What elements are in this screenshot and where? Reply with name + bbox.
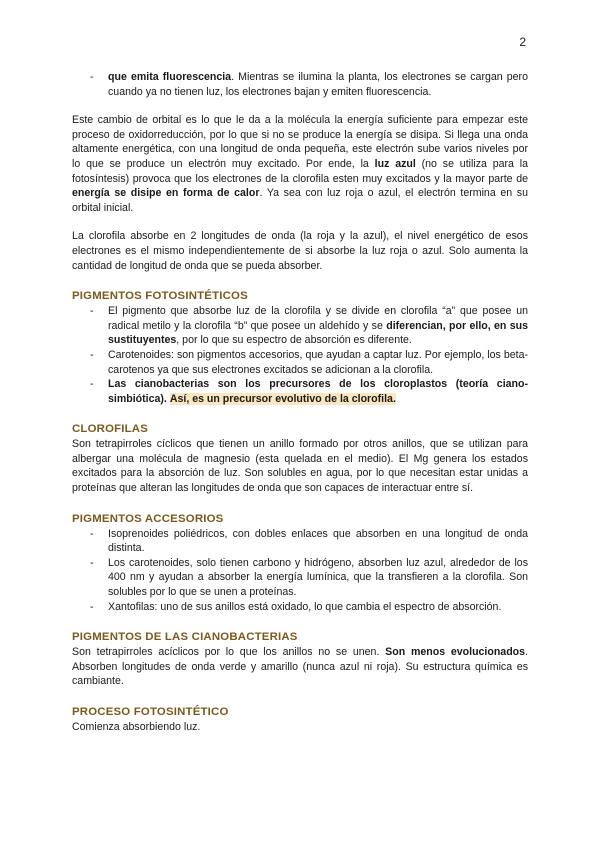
list-item: - Isoprenoides poliédricos, con dobles enlaces que absorben en una longitud de onda distinta. [72,527,528,556]
text-run: . Ya sea con luz roja o azul, el electrón termina en su orbital inicial. [72,187,528,214]
paragraph-clorofilas: Son tetrapirroles cíclicos que tienen un anillo formado por otros anillos, que se utilizan para albergar una molécula de magnesio (esta quelada en el medio). El Mg genera los estados excitados para la absorción de luz. Son solubles en agua, por lo que necesitan estar unidas a proteínas que alteran las longitudes de onda que son capaces de interactuar entre sí. [72,438,528,495]
text-run: Este cambio de orbital es lo que le da a la molécula la energía suficiente para empezar este proceso de oxidorreducción, por lo que si no se produce la energía se disipa. Si llega una onda altamente energética, con una longitud de onda pequeña, este electrón sube varios niveles por lo que se produce un electrón muy excitado. Por ende, la [72,114,528,170]
text-run: , por lo que su espectro de absorción es diferente. [176,334,412,347]
section-heading: PIGMENTOS DE LAS CIANOBACTERIAS [72,631,298,644]
bold-text: Las cianobacterias son los precursores de los cloroplastos (teoría ciano-simbiótica). [108,378,528,405]
accesorios-list [72,527,528,615]
paragraph-cianobacterias [72,645,528,689]
list-item: - Xantofilas: uno de sus anillos está oxidado, lo que cambia el espectro de absorción. [72,600,528,615]
list-item [72,70,528,99]
paragraph-absorption: La clorofila absorbe en 2 longitudes de onda (la roja y la azul), el nivel energético de esos electrones es el mismo independientemente de si absorbe la luz roja o azul. Solo aumenta la cantidad de longitud de onda que se pueda absorber. [72,230,528,272]
highlighted-text: Así, es un precursor evolutivo de la clorofila. [169,392,396,405]
bold-text: Son menos evolucionados [385,646,526,659]
section-heading: CLOROFILAS [72,423,149,436]
text-run: (no se utiliza para la fotosíntesis) provoca que los electrones de la clorofila esten muy excitados y la mayor parte de [72,157,528,185]
text-run: El pigmento que absorbe luz de la clorofila y se divide en clorofila “a” que posee un radical metilo y la clorofila “b” que posee un aldehído y se [108,305,528,332]
bold-text: energía se disipe en forma de calor [72,187,260,200]
paragraph-orbital [72,113,528,215]
bold-text: luz azul [374,157,416,170]
bold-text: diferencian, por ello, en sus sustituyentes [108,319,529,347]
section-heading: PROCESO FOTOSINTÉTICO [72,706,229,718]
fotosinteticos-list [72,304,528,406]
item-text: . Mientras se ilumina la planta, los electrones se cargan pero cuando ya no tienen luz, los electrones bajan y emiten fluorescencia. [108,71,528,98]
text-run: . Absorben longitudes de onda verde y amarillo (nunca azul ni roja). Su estructura química es cambiante. [72,646,528,688]
page-number: 2 [519,35,526,49]
paragraph-proceso: Comienza absorbiendo luz. [72,721,201,733]
section-heading: PIGMENTOS FOTOSINTÉTICOS [72,290,248,303]
list-item: - Carotenoides: son pigmentos accesorios, que ayudan a captar luz. Por ejemplo, los beta-carotenos ya que sus electrones excitados se adicionan a la clorofila. [72,348,528,377]
bold-text: que emita fluorescencia [108,71,232,83]
section-heading: PIGMENTOS ACCESORIOS [72,512,224,525]
list-item [72,377,528,406]
list-item: - Los carotenoides, solo tienen carbono y hidrógeno, absorben luz azul, alrededor de los 400 nm y ayudan a absorber la energía lumínica, que la transfieren a la clorofila. Son solubles por lo que se unen a proteínas. [72,556,528,600]
document-body [72,70,528,735]
intro-list [72,70,528,99]
text-run: Son tetrapirroles acíclicos por lo que los anillos no se unen. [72,646,386,659]
list-item [72,304,528,348]
